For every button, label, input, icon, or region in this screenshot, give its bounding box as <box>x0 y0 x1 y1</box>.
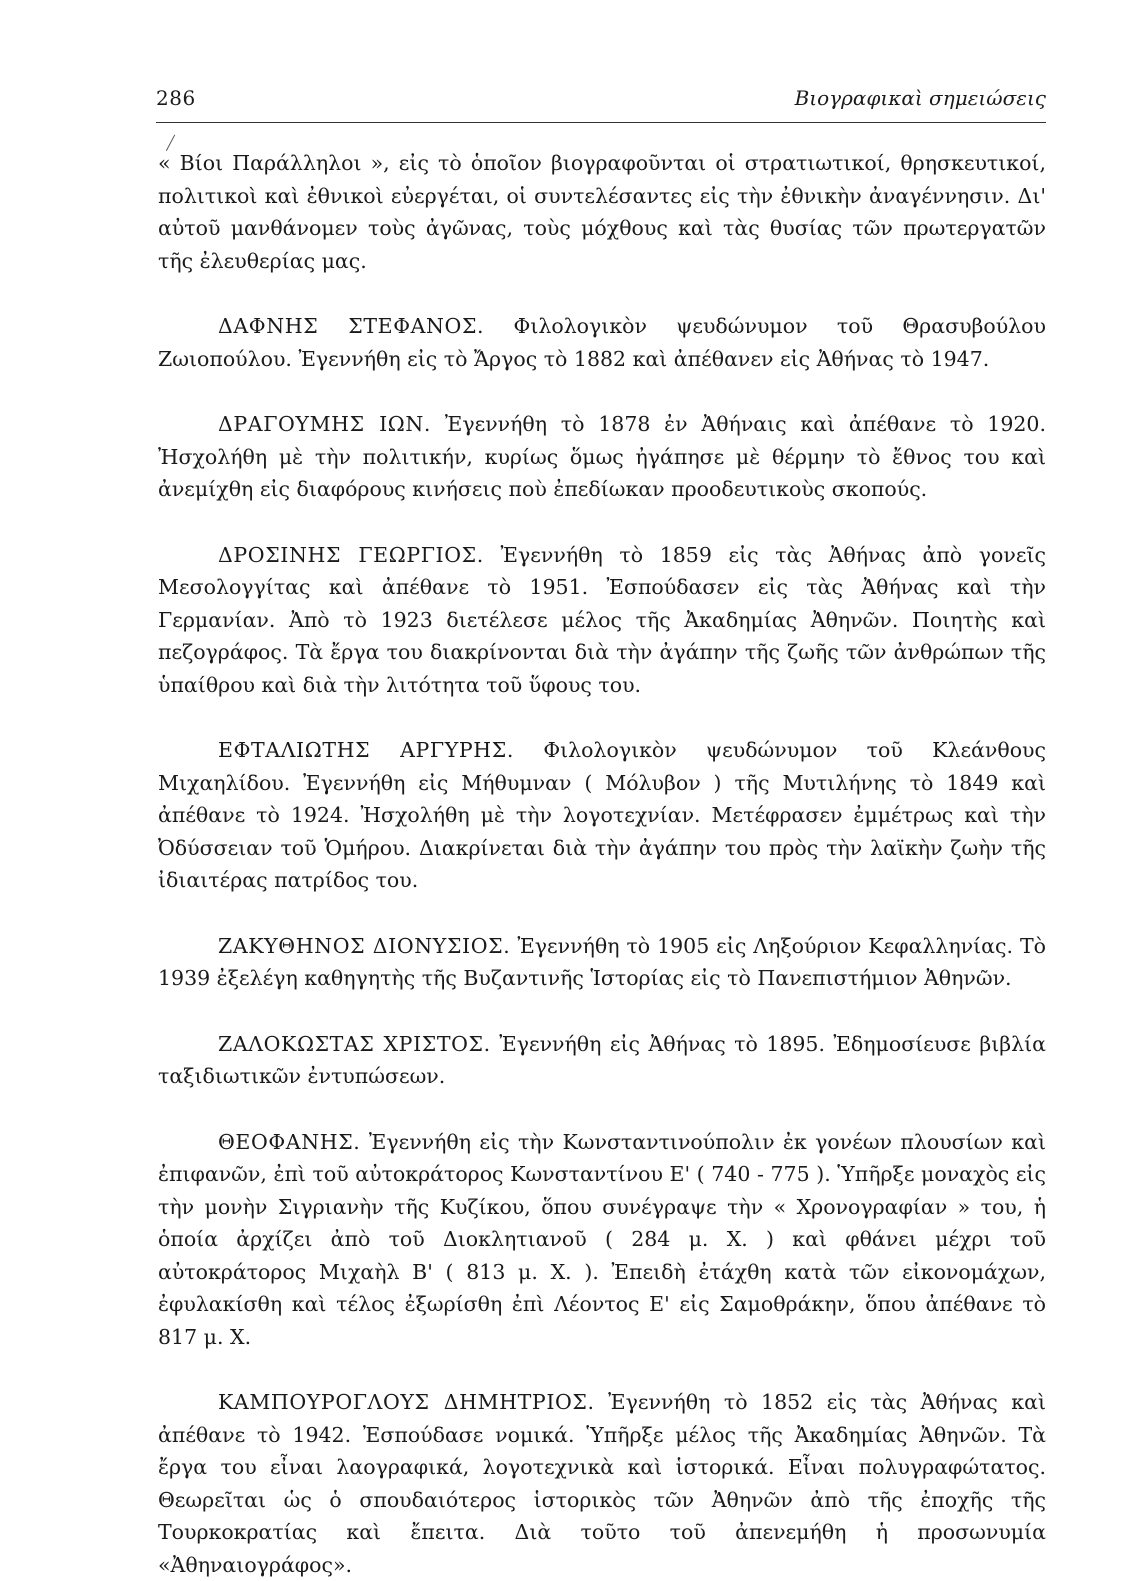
entry-text: Ἐγεννήθη εἰς Ἀθήνας τὸ 1895. Ἐδημοσίευσε βιβλία ταξιδιωτικῶν ἐντυπώσεων. <box>158 1031 1046 1088</box>
entry-text: Ἐγεννήθη τὸ 1859 εἰς τὰς Ἀθήνας ἀπὸ γονεῖς Μεσολογγίτας καὶ ἀπέθανε τὸ 1951. Ἐσπούδασεν εἰς τὰς Ἀθήνας καὶ τὴν Γερμανίαν. Ἀπὸ τὸ 1923 διετέλεσε μέλος τῆς Ἀκαδημίας Ἀθηνῶν. Ποιητὴς καὶ πεζογράφος. Τὰ ἔργα του διακρίνονται διὰ τὴν ἀγάπην τῆς ζωῆς τῶν ἀνθρώπων τῆς ὑπαίθρου καὶ διὰ τὴν λιτότητα τοῦ ὕφους του. <box>158 542 1046 697</box>
entry-text: Ἐγεννήθη εἰς τὴν Κωνσταντινούπολιν ἐκ γονέων πλουσίων καὶ ἐπιφανῶν, ἐπὶ τοῦ αὐτοκράτορος Κωνσταντίνου Ε' ( 740 - 775 ). Ὑπῆρξε μοναχὸς εἰς τὴν μονὴν Σιγριανὴν τῆς Κυζίκου, ὅπου συνέγραψε τὴν « Χρονογραφίαν » του, ἡ ὁποία ἀρχίζει ἀπὸ τοῦ Διοκλητιανοῦ ( 284 μ. Χ. ) καὶ φθάνει μέχρι τοῦ αὐτοκράτορος Μιχαὴλ Β' ( 813 μ. Χ. ). Ἐπειδὴ ἐτάχθη κατὰ τῶν εἰκονομάχων, ἐφυλακίσθη καὶ τέλος ἐξωρίσθη ἐπὶ Λέοντος Ε' εἰς Σαμοθράκην, ὅπου ἀπέθανε τὸ 817 μ. Χ. <box>158 1129 1046 1349</box>
entry-dragoumis <box>158 408 1046 506</box>
entry-theofanis <box>158 1126 1046 1354</box>
entry-dafnis <box>158 310 1046 375</box>
entry-name: ΔΡΟΣΙΝΗΣ ΓΕΩΡΓΙΟΣ. <box>218 542 484 567</box>
entry-text: « Βίοι Παράλληλοι », εἰς τὸ ὁποῖον βιογραφοῦνται οἱ στρατιωτικοί, θρησκευτικοί, πολιτικοὶ καὶ ἐθνικοὶ εὐεργέται, οἱ συντελέσαντες εἰς τὴν ἐθνικὴν ἀναγέννησιν. Δι' αὐτοῦ μανθάνομεν τοὺς ἀγῶνας, τοὺς μόχθους καὶ τὰς θυσίας τῶν πρωτεργατῶν τῆς ἐλευθερίας μας. <box>158 151 1046 273</box>
biographical-notes <box>158 147 1046 1581</box>
entry-kampouroglous <box>158 1386 1046 1581</box>
entry-name: ΔΡΑΓΟΥΜΗΣ ΙΩΝ. <box>218 412 432 436</box>
entry-text: Φιλολογικὸν ψευδώνυμον τοῦ Κλεάνθους Μιχαηλίδου. Ἐγεννήθη εἰς Μήθυμναν ( Μόλυβον ) τῆς Μυτιλήνης τὸ 1849 καὶ ἀπέθανε τὸ 1924. Ἠσχολήθη μὲ τὴν λογοτεχνίαν. Μετέφρασεν ἐμμέτρως καὶ τὴν Ὀδύσσειαν τοῦ Ὁμήρου. Διακρίνεται διὰ τὴν ἀγάπην του πρὸς τὴν λαϊκὴν ζωὴν τῆς ἰδιαιτέρας πατρίδος του. <box>158 738 1046 892</box>
entry-continuation <box>158 147 1046 277</box>
entry-text: Φιλολογικὸν ψευδώνυμον τοῦ Θρασυβούλου Ζωιοπούλου. Ἐγεννήθη εἰς τὸ Ἄργος τὸ 1882 καὶ ἀπέθανεν εἰς Ἀθήνας τὸ 1947. <box>158 314 1046 371</box>
entry-eftaliotis <box>158 734 1046 897</box>
entry-name: ΕΦΤΑΛΙΩΤΗΣ ΑΡΓΥΡΗΣ. <box>218 738 514 762</box>
running-head: Βιογραφικαὶ σημειώσεις <box>794 86 1046 110</box>
page-number: 286 <box>156 86 196 110</box>
entry-zalokostas <box>158 1028 1046 1093</box>
entry-name: ΘΕΟΦΑΝΗΣ. <box>218 1129 361 1154</box>
entry-text: Ἐγεννήθη τὸ 1878 ἐν Ἀθήναις καὶ ἀπέθανε τὸ 1920. Ἠσχολήθη μὲ τὴν πολιτικήν, κυρίως ὅμως ἠγάπησε μὲ θέρμην τὸ ἔθνος του καὶ ἀνεμίχθη εἰς διαφόρους κινήσεις ποὺ ἐπεδίωκαν προοδευτικοὺς σκοπούς. <box>158 412 1046 501</box>
entry-drosinis <box>158 539 1046 702</box>
entry-name: ΔΑΦΝΗΣ ΣΤΕΦΑΝΟΣ. <box>218 314 485 338</box>
entry-name: ΖΑΛΟΚΩΣΤΑΣ ΧΡΙΣΤΟΣ. <box>218 1031 491 1056</box>
entry-name: ΚΑΜΠΟΥΡΟΓΛΟΥΣ ΔΗΜΗΤΡΙΟΣ. <box>218 1390 595 1414</box>
header-rule <box>156 122 1046 123</box>
entry-text: Ἐγεννήθη τὸ 1852 εἰς τὰς Ἀθήνας καὶ ἀπέθανε τὸ 1942. Ἐσπούδασε νομικά. Ὑπῆρξε μέλος τῆς Ἀκαδημίας Ἀθηνῶν. Τὰ ἔργα του εἶναι λαογραφικά, λογοτεχνικὰ καὶ ἱστορικά. Εἶναι πολυγραφώτατος. Θεωρεῖται ὡς ὁ σπουδαιότερος ἱστορικὸς τῶν Ἀθηνῶν ἀπὸ τῆς ἐποχῆς τῆς Τουρκοκρατίας καὶ ἔπειτα. Διὰ τοῦτο τοῦ ἀπενεμήθη ἡ προσωνυμία «Ἀθηναιογράφος». <box>158 1390 1046 1577</box>
entry-text: Ἐγεννήθη τὸ 1905 εἰς Ληξούριον Κεφαλληνίας. Τὸ 1939 ἐξελέγη καθηγητὴς τῆς Βυζαντινῆς Ἱστορίας εἰς τὸ Πανεπιστήμιον Ἀθηνῶν. <box>158 933 1046 990</box>
entry-name: ΖΑΚΥΘΗΝΟΣ ΔΙΟΝΥΣΙΟΣ. <box>218 933 511 958</box>
page-header <box>156 86 1046 116</box>
entry-zakythinos <box>158 930 1046 995</box>
